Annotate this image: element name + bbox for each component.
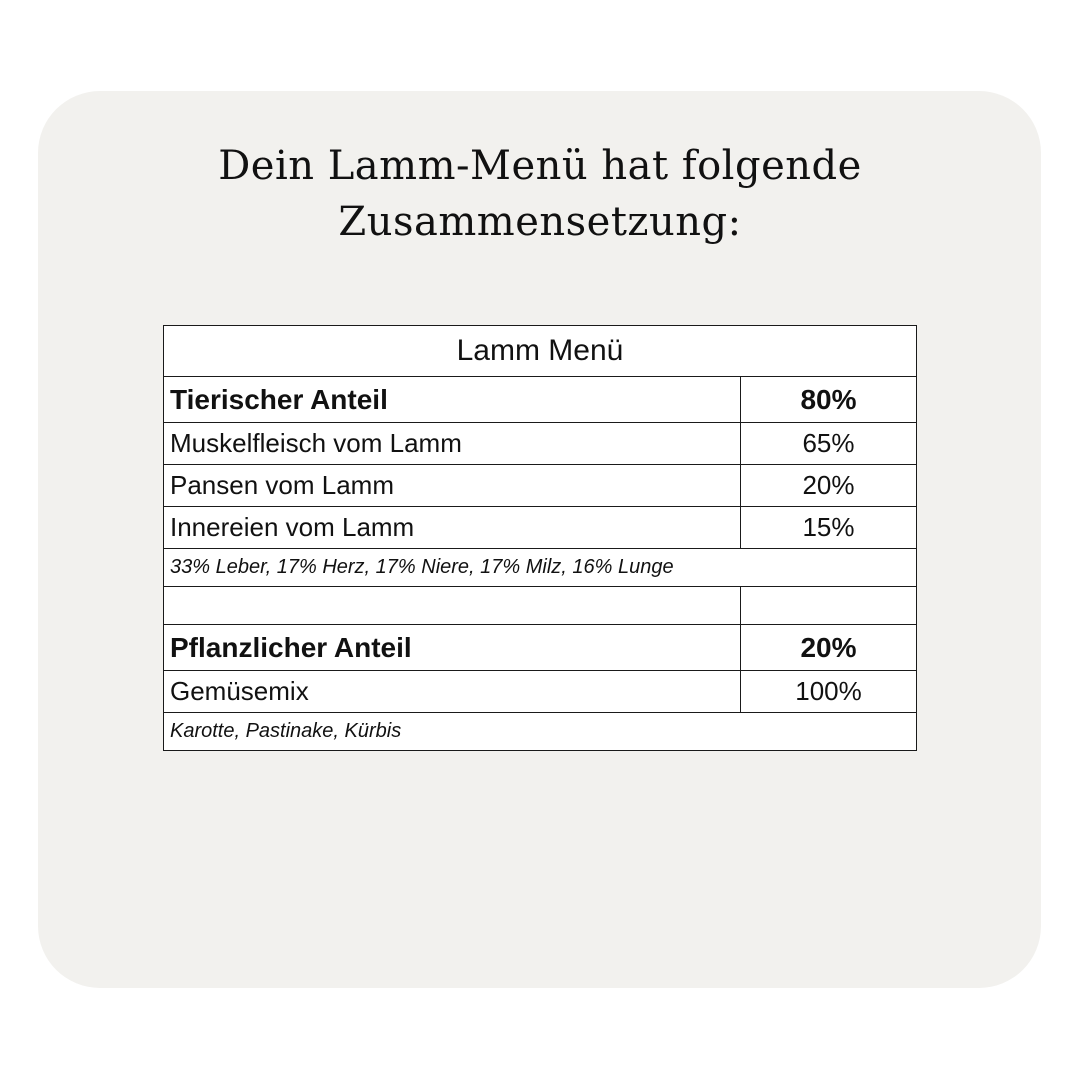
animal-note-row [164, 549, 917, 587]
table-row [164, 423, 917, 465]
item-percent: 20% [741, 465, 917, 507]
item-percent: 65% [741, 423, 917, 465]
item-name: Innereien vom Lamm [164, 507, 741, 549]
headline-line-2: Zusammensetzung: [338, 199, 742, 245]
item-name: Muskelfleisch vom Lamm [164, 423, 741, 465]
item-percent: 100% [741, 671, 917, 713]
table-title-row [164, 326, 917, 377]
plant-section-row [164, 625, 917, 671]
plant-note: Karotte, Pastinake, Kürbis [164, 713, 917, 751]
table-row [164, 671, 917, 713]
page-headline [0, 138, 1080, 250]
spacer-cell [741, 587, 917, 625]
menu-composition-table [163, 325, 917, 751]
headline-line-1: Dein Lamm-Menü hat folgende [218, 143, 862, 189]
spacer-cell [164, 587, 741, 625]
spacer-row [164, 587, 917, 625]
table-row [164, 465, 917, 507]
table-row [164, 507, 917, 549]
animal-section-percent: 80% [741, 377, 917, 423]
table-title: Lamm Menü [164, 326, 917, 377]
item-name: Gemüsemix [164, 671, 741, 713]
plant-section-label: Pflanzlicher Anteil [164, 625, 741, 671]
animal-section-row [164, 377, 917, 423]
item-percent: 15% [741, 507, 917, 549]
plant-note-row [164, 713, 917, 751]
animal-section-label: Tierischer Anteil [164, 377, 741, 423]
plant-section-percent: 20% [741, 625, 917, 671]
animal-note: 33% Leber, 17% Herz, 17% Niere, 17% Milz, 16% Lunge [164, 549, 917, 587]
item-name: Pansen vom Lamm [164, 465, 741, 507]
